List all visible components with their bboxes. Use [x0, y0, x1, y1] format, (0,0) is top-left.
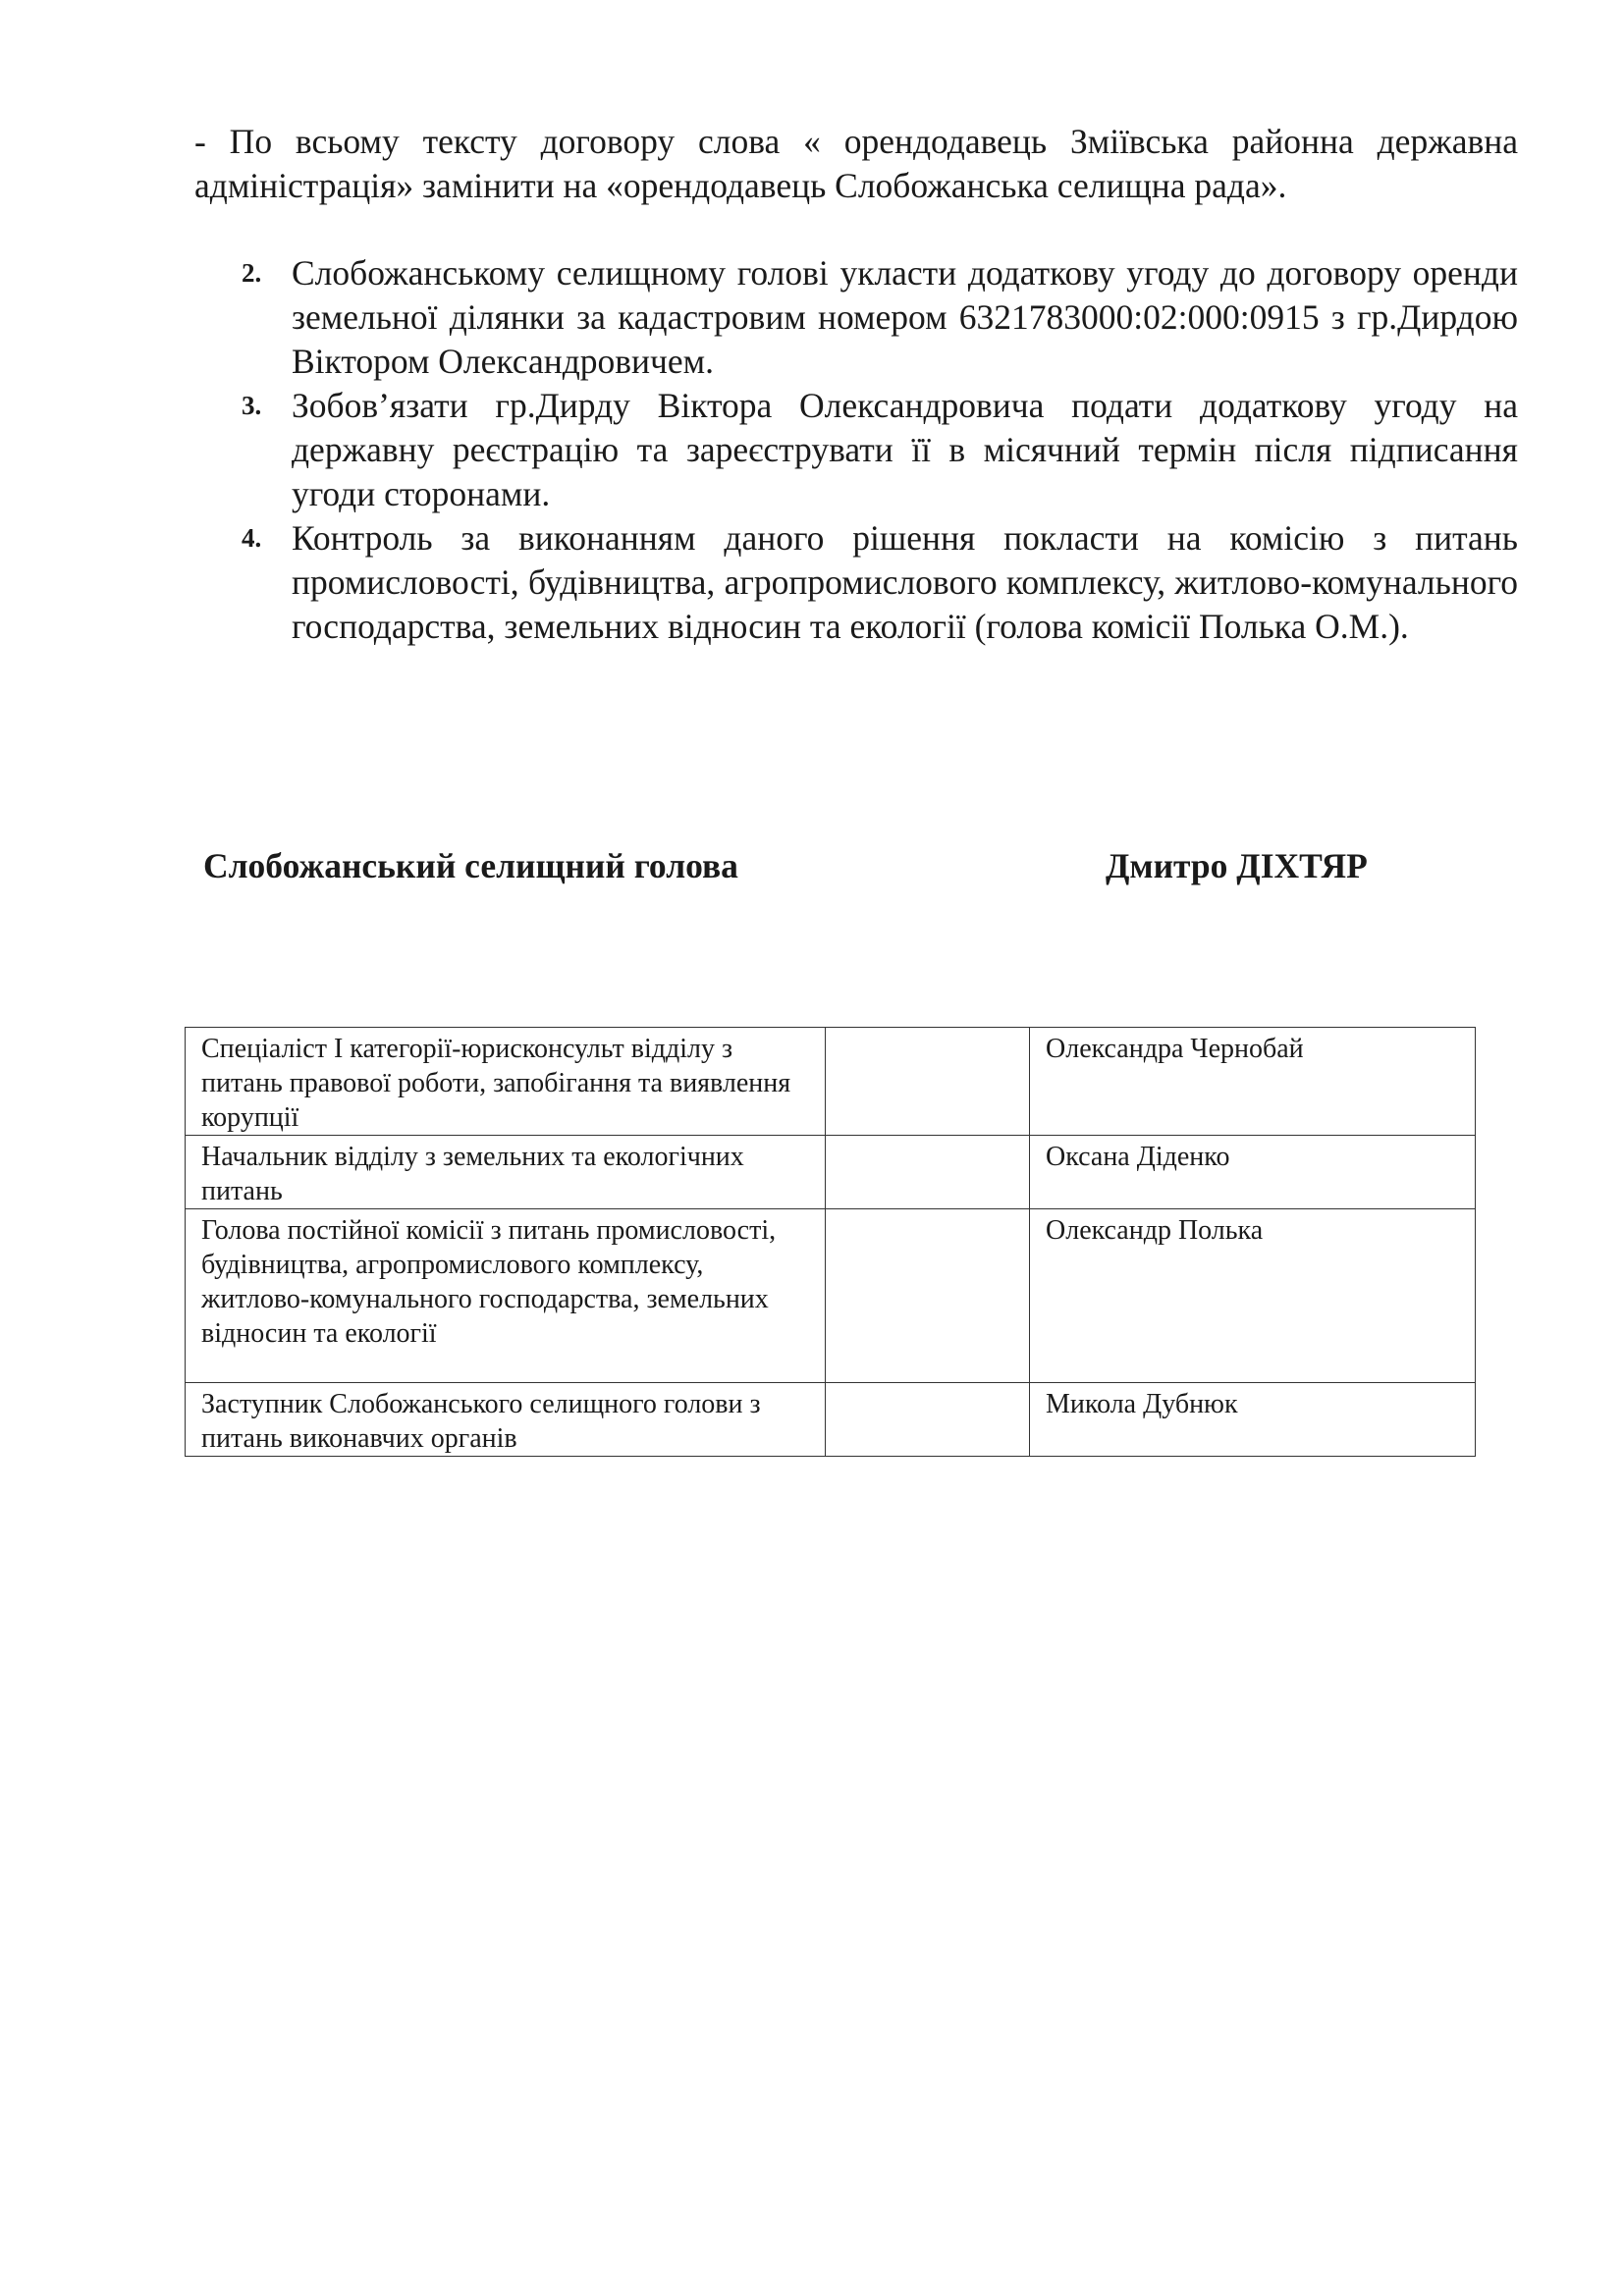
list-item-text: Зобов’язати гр.Дирду Віктора Олександровича подати додаткову угоду на державну реєстрацію та зареєструвати її в місячний термін після підписання угоди сторонами.	[292, 386, 1518, 513]
list-item-text: Контроль за виконанням даного рішення покласти на комісію з питань промисловості, будівництва, агропромислового комплексу, житлово-комунального господарства, земельних відносин та екології (голова комісії Полька О.М.).	[292, 518, 1518, 646]
name-cell: Олександра Чернобай	[1030, 1028, 1476, 1136]
position-cell: Спеціаліст І категорії-юрисконсульт відділу з питань правової роботи, запобігання та виявлення корупції	[186, 1028, 826, 1136]
list-item	[194, 251, 1518, 384]
signatory-title: Слобожанський селищний голова	[203, 846, 738, 885]
table-row	[186, 1383, 1476, 1457]
name-cell: Олександр Полька	[1030, 1209, 1476, 1383]
list-item	[194, 516, 1518, 649]
name-cell: Микола Дубнюк	[1030, 1383, 1476, 1457]
table-row	[186, 1028, 1476, 1136]
table-row	[186, 1136, 1476, 1209]
position-cell: Заступник Слобожанського селищного голови з питань виконавчих органів	[186, 1383, 826, 1457]
decision-list	[194, 251, 1518, 649]
intro-paragraph: - По всьому тексту договору слова « орендодавець Зміївська районна державна адміністрація» замінити на «орендодавець Слобожанська селищна рада».	[194, 122, 1518, 205]
signature-cell	[826, 1383, 1030, 1457]
name-cell: Оксана Діденко	[1030, 1136, 1476, 1209]
signatory-name: Дмитро ДІХТЯР	[1106, 846, 1368, 885]
approval-table	[185, 1027, 1476, 1457]
position-cell: Начальник відділу з земельних та екологічних питань	[186, 1136, 826, 1209]
position-cell: Голова постійної комісії з питань промисловості, будівництва, агропромислового комплексу, житлово-комунального господарства, земельних відносин та екології	[186, 1209, 826, 1383]
signature-cell	[826, 1209, 1030, 1383]
signature-cell	[826, 1028, 1030, 1136]
signature-cell	[826, 1136, 1030, 1209]
list-item-text: Слобожанському селищному голові укласти додаткову угоду до договору оренди земельної ділянки за кадастровим номером 6321783000:02:000:0915 з гр.Дирдою Віктором Олександровичем.	[292, 253, 1518, 381]
list-item-number: 2.	[242, 258, 262, 288]
table-row	[186, 1209, 1476, 1383]
list-item	[194, 384, 1518, 516]
list-item-number: 4.	[242, 523, 262, 553]
list-item-number: 3.	[242, 391, 262, 420]
